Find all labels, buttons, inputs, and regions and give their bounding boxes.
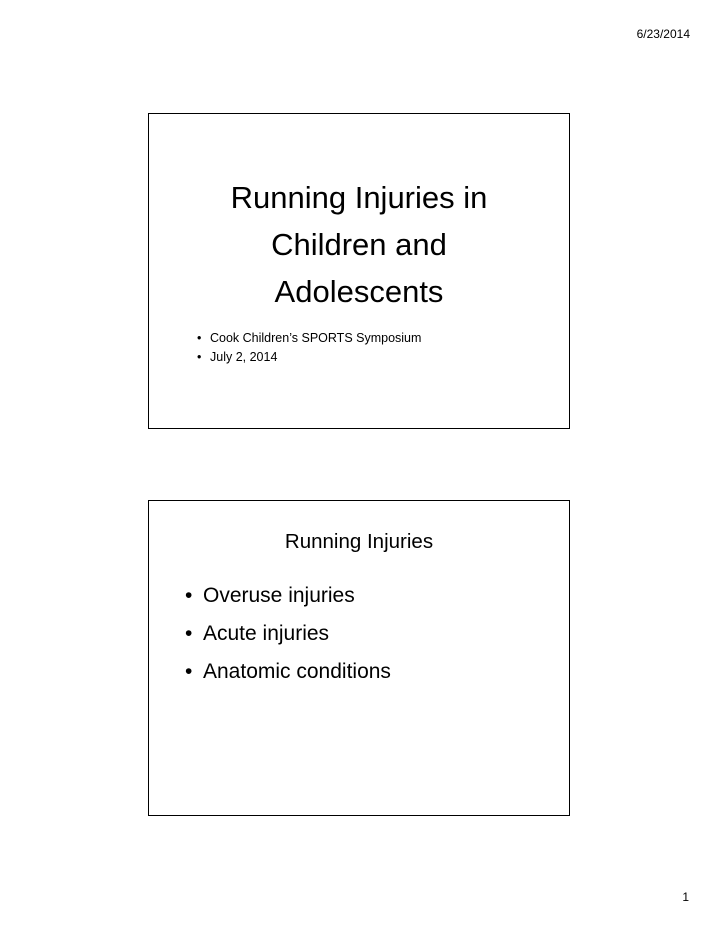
bullet-icon: • [185, 622, 193, 645]
slide-2-bullet-item [185, 653, 391, 691]
slide-1-bullet-item [197, 348, 421, 367]
slide-2-title: Running Injuries [284, 530, 434, 553]
slide-1-bullet-text: July 2, 2014 [210, 350, 278, 364]
slide-1-bullet-item [197, 329, 421, 348]
slide-2-bullet-list [185, 577, 391, 691]
slide-1-title-line-1: Running Injuries in [230, 180, 488, 215]
bullet-icon: • [197, 350, 202, 364]
slide-1-title-line-2: Children and [271, 227, 447, 262]
slide-2-bullet-text: Anatomic conditions [203, 660, 391, 683]
slide-1-bullet-text: Cook Children’s SPORTS Symposium [210, 331, 422, 345]
slide-1-title-line-3: Adolescents [274, 274, 444, 309]
slide-2-bullet-text: Overuse injuries [203, 584, 355, 607]
bullet-icon: • [185, 584, 193, 607]
bullet-icon: • [197, 331, 202, 345]
page-number: 1 [682, 890, 689, 904]
slide-1-bullet-list [197, 329, 421, 367]
slide-1-title [169, 174, 549, 315]
slide-2 [148, 500, 570, 816]
slide-2-bullet-text: Acute injuries [203, 622, 330, 645]
page-date: 6/23/2014 [636, 27, 690, 41]
slide-1 [148, 113, 570, 429]
slide-2-bullet-item [185, 577, 391, 615]
slide-2-bullet-item [185, 615, 391, 653]
bullet-icon: • [185, 660, 193, 683]
